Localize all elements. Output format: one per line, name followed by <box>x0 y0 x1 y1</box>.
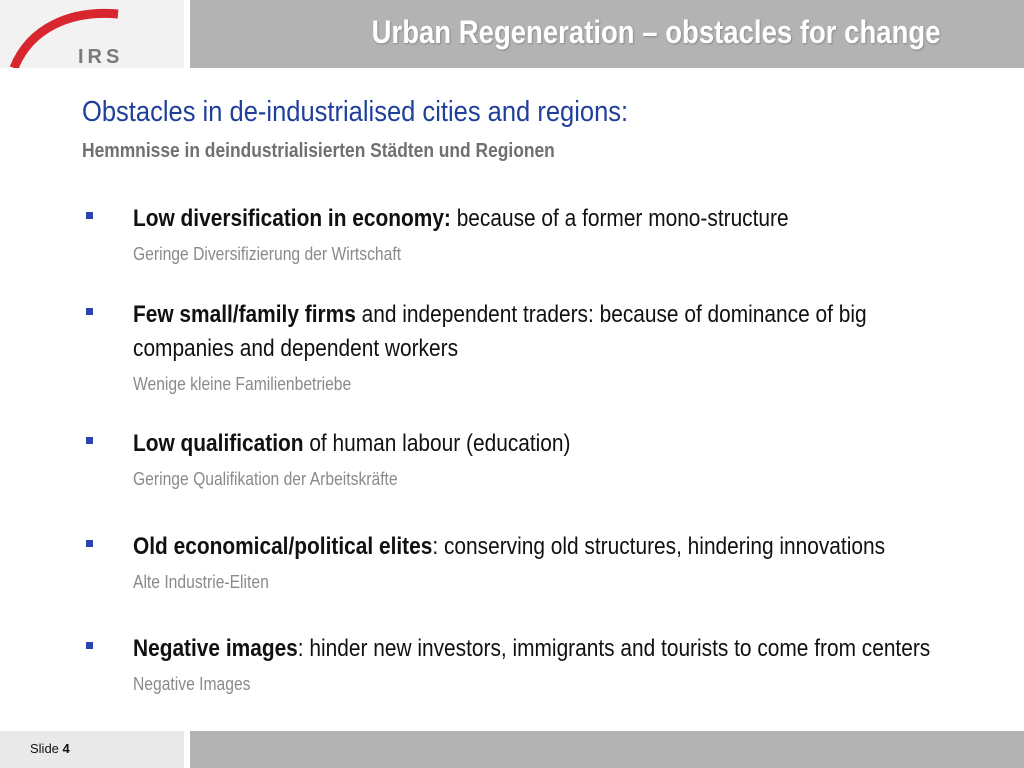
bullet-bold-text: Low diversification in economy: <box>133 205 451 232</box>
bullet-regular-text: of human labour (education) <box>303 430 571 457</box>
slide-number: 4 <box>62 741 70 756</box>
bullet-regular-text: : hinder new investors, immigrants and tourists to come from centers <box>297 635 931 662</box>
slide-number-label <box>30 741 70 756</box>
bullet-bold-text: Few small/family firms <box>133 301 356 328</box>
bullet-regular-text: because of a former mono-structure <box>450 205 789 232</box>
square-bullet-icon <box>86 437 93 444</box>
slide-title: Urban Regeneration – obstacles for change <box>371 14 940 50</box>
bullet-bold-text: Negative images <box>133 635 298 662</box>
bullet-regular-text: and independent traders: because of dominance of big companies and dependent workers <box>133 301 867 362</box>
slide-label-text: Slide <box>30 741 59 756</box>
square-bullet-icon <box>86 540 93 547</box>
footer-bar <box>190 731 1024 768</box>
footer-left <box>0 731 184 768</box>
bullet-german-text: Negative Images <box>133 674 251 694</box>
square-bullet-icon <box>86 212 93 219</box>
bullet-german-text: Alte Industrie-Eliten <box>133 572 269 592</box>
bullet-main-text <box>133 530 1003 564</box>
section-heading: Obstacles in de-industrialised cities and regions: <box>82 96 629 128</box>
square-bullet-icon <box>86 642 93 649</box>
bullet-main-text <box>133 632 960 666</box>
irs-logo <box>0 0 184 68</box>
title-bar <box>190 0 1024 68</box>
bullet-german-text: Wenige kleine Familienbetriebe <box>133 374 352 394</box>
bullet-main-text <box>133 202 1003 236</box>
logo-text: IRS <box>78 46 124 68</box>
bullet-bold-text: Low qualification <box>133 430 304 457</box>
bullet-bold-text: Old economical/political elites <box>133 533 433 560</box>
bullet-german-text: Geringe Qualifikation der Arbeitskräfte <box>133 469 398 489</box>
section-subheading: Hemmnisse in deindustrialisierten Städten und Regionen <box>82 140 555 162</box>
square-bullet-icon <box>86 308 93 315</box>
bullet-regular-text: : conserving old structures, hindering innovations <box>432 533 886 560</box>
bullet-main-text <box>133 298 960 366</box>
bullet-main-text <box>133 427 1003 461</box>
bullet-german-text: Geringe Diversifizierung der Wirtschaft <box>133 244 402 264</box>
